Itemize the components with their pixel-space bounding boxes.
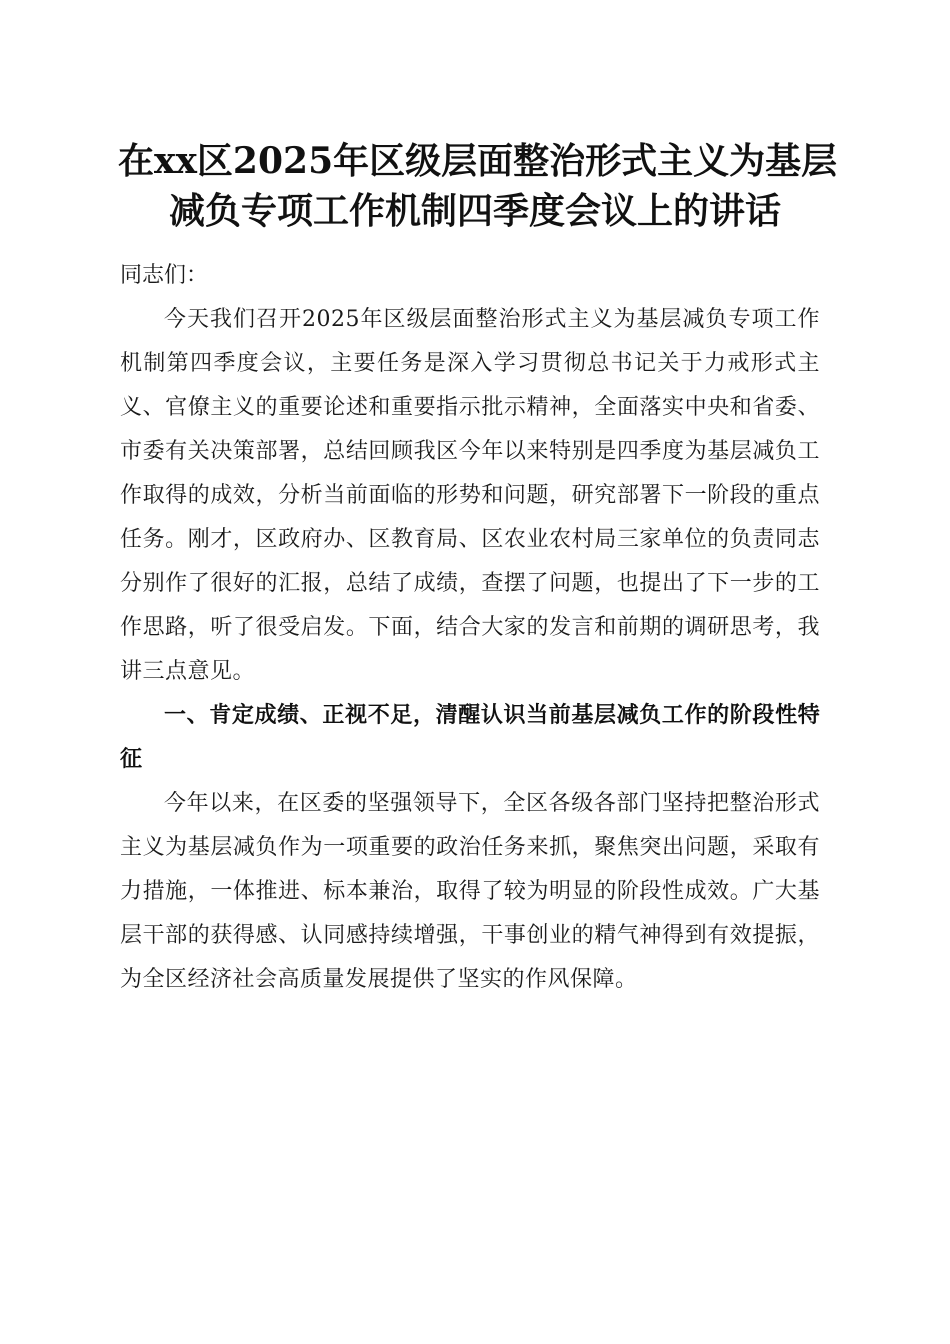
title-line-1: 在xx区2025年区级层面整治形式主义为基层: [118, 140, 838, 182]
paragraph-achievements: 今年以来，在区委的坚强领导下，全区各级各部门坚持把整治形式主义为基层减负作为一项重要的政治任务来抓，聚焦突出问题，采取有力措施，一体推进、标本兼治，取得了较为明显的阶段性成效。广大基层干部的获得感、认同感持续增强，干事创业的精气神得到有效提振，为全区经济社会高质量发展提供了坚实的作风保障。: [120, 791, 820, 992]
document-title: [118, 136, 838, 236]
section-heading-1: 一、肯定成绩、正视不足，清醒认识当前基层减负工作的阶段性特征: [120, 703, 820, 772]
document-body: [120, 254, 820, 1002]
salutation: 同志们：: [120, 263, 209, 288]
paragraph-intro: 今天我们召开2025年区级层面整治形式主义为基层减负专项工作机制第四季度会议，主要任务是深入学习贯彻总书记关于力戒形式主义、官僚主义的重要论述和重要指示批示精神，全面落实中央和省委、市委有关决策部署，总结回顾我区今年以来特别是四季度为基层减负工作取得的成效，分析当前面临的形势和问题，研究部署下一阶段的重点任务。刚才，区政府办、区教育局、区农业农村局三家单位的负责同志分别作了很好的汇报，总结了成绩，查摆了问题，也提出了下一步的工作思路，听了很受启发。下面，结合大家的发言和前期的调研思考，我讲三点意见。: [120, 307, 820, 684]
title-line-2: 减负专项工作机制四季度会议上的讲话: [168, 190, 781, 232]
